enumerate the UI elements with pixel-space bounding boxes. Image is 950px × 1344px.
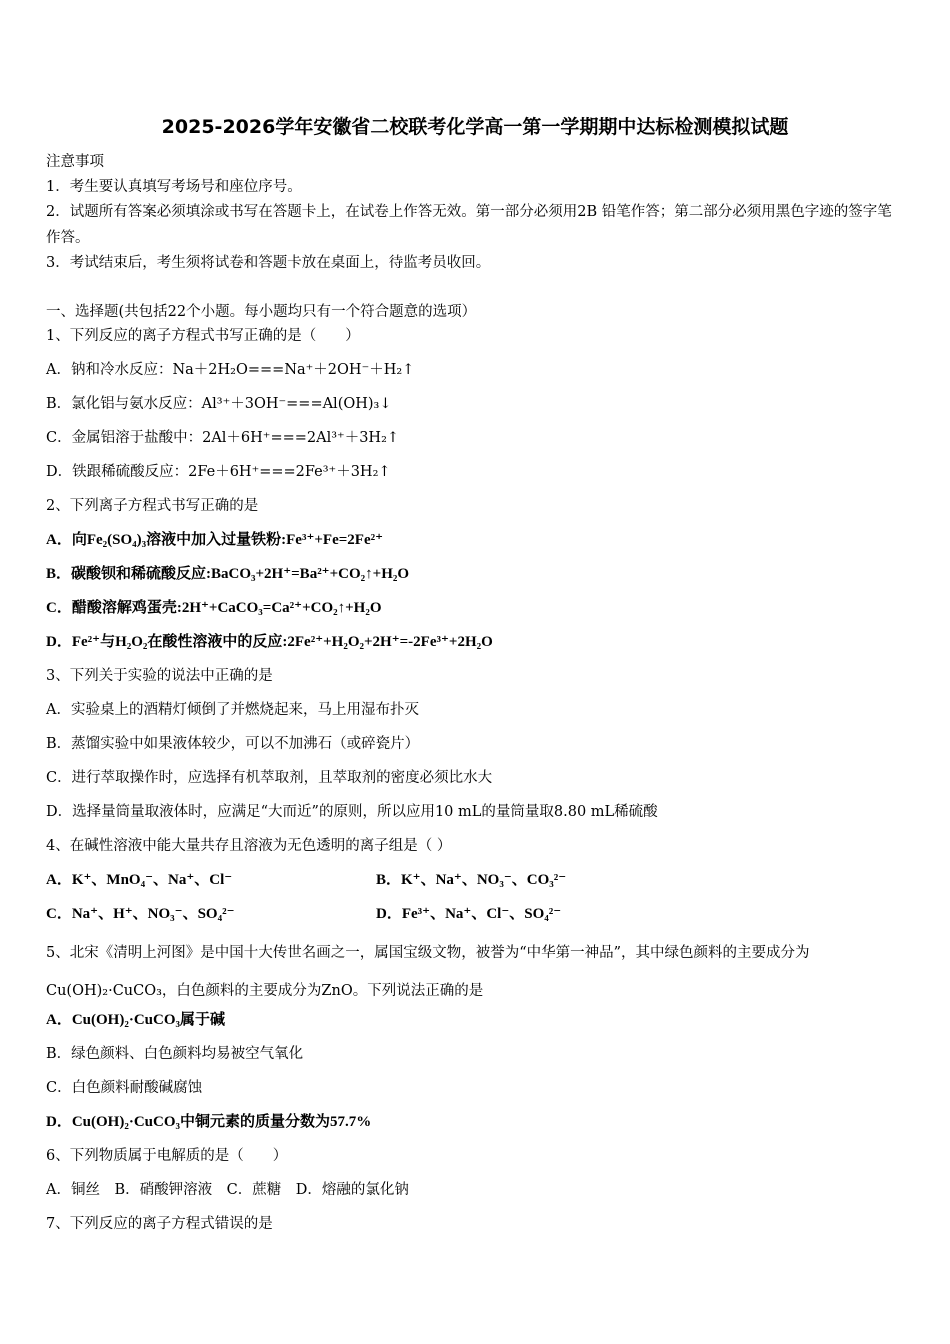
notice-item: 2．试题所有答案必须填涂或书写在答题卡上，在试卷上作答无效。第一部分必须用2B 铅笔作答；第二部分必须用黑色字迹的签字笔作答。 [46,204,892,246]
question-option: A．Cu(OH)₂·CuCO₃属于碱 [46,1012,226,1028]
question-option: C．白色颜料耐酸碱腐蚀 [46,1080,203,1096]
question-stem: 4、在碱性溶液中能大量共存且溶液为无色透明的离子组是（ ） [46,838,452,854]
question-option: A．实验桌上的酒精灯倾倒了并燃烧起来，马上用湿布扑灭 [46,702,419,718]
question-option: C．金属铝溶于盐酸中：2Al＋6H⁺===2Al³⁺＋3H₂↑ [46,430,400,446]
question-option: C．醋酸溶解鸡蛋壳:2H⁺+CaCO₃=Ca²⁺+CO₂↑+H₂O [46,600,382,616]
page-title: 2025-2026学年安徽省二校联考化学高一第一学期期中达标检测模拟试题 [161,116,789,138]
section-heading: 一、选择题(共包括22个小题。每小题均只有一个符合题意的选项） [46,304,477,320]
question-option: D．Cu(OH)₂·CuCO₃中铜元素的质量分数为57.7% [46,1114,372,1130]
notice-item: 3．考试结束后，考生须将试卷和答题卡放在桌面上，待监考员收回。 [46,255,491,271]
question-option: C．Na⁺、H⁺、NO₃⁻、SO₄²⁻ [46,906,235,922]
question-stem: 5、北宋《清明上河图》是中国十大传世名画之一，属国宝级文物，被誉为“中华第一神品”，其中绿色颜料的主要成分为Cu(OH)₂·CuCO₃，白色颜料的主要成分为ZnO。下列说法正确的是 [46,945,810,999]
question-option: A．钠和冷水反应：Na＋2H₂O===Na⁺＋2OH⁻＋H₂↑ [46,362,415,378]
question-option: B．蒸馏实验中如果液体较少，可以不加沸石（或碎瓷片） [46,736,420,752]
question-stem: 1、下列反应的离子方程式书写正确的是（ ） [46,328,360,344]
question-option: B．碳酸钡和稀硫酸反应:BaCO₃+2H⁺=Ba²⁺+CO₂↑+H₂O [46,566,410,582]
question-option: D．选择量筒量取液体时，应满足“大而近”的原则，所以应用10 mL的量筒量取8.80 mL稀硫酸 [46,804,658,820]
question-option: A．K⁺、MnO₄⁻、Na⁺、Cl⁻ [46,872,233,888]
question-option: B．K⁺、Na⁺、NO₃⁻、CO₃²⁻ [376,872,567,888]
question-stem: 2、下列离子方程式书写正确的是 [46,498,259,514]
question-option: D．Fe²⁺与H₂O₂在酸性溶液中的反应:2Fe²⁺+H₂O₂+2H⁺=-2Fe³⁺+2H₂O [46,634,493,650]
question-option: C．进行萃取操作时，应选择有机萃取剂，且萃取剂的密度必须比水大 [46,770,493,786]
question-stem: 6、下列物质属于电解质的是（ ） [46,1148,288,1164]
question-stem: 7、下列反应的离子方程式错误的是 [46,1216,273,1232]
question-option: B．氯化铝与氨水反应：Al³⁺＋3OH⁻===Al(OH)₃↓ [46,396,392,412]
question-option: D．铁跟稀硫酸反应：2Fe＋6H⁺===2Fe³⁺＋3H₂↑ [46,464,391,480]
notice-item: 1．考生要认真填写考场号和座位序号。 [46,179,302,195]
notice-heading: 注意事项 [46,154,104,170]
question-option: A．向Fe₂(SO₄)₃溶液中加入过量铁粉:Fe³⁺+Fe=2Fe²⁺ [46,532,384,548]
question-option: A．铜丝 B．硝酸钾溶液 C．蔗糖 D．熔融的氯化钠 [46,1182,409,1198]
question-stem: 3、下列关于实验的说法中正确的是 [46,668,273,684]
question-option: D．Fe³⁺、Na⁺、Cl⁻、SO₄²⁻ [376,906,562,922]
question-option: B．绿色颜料、白色颜料均易被空气氧化 [46,1046,304,1062]
